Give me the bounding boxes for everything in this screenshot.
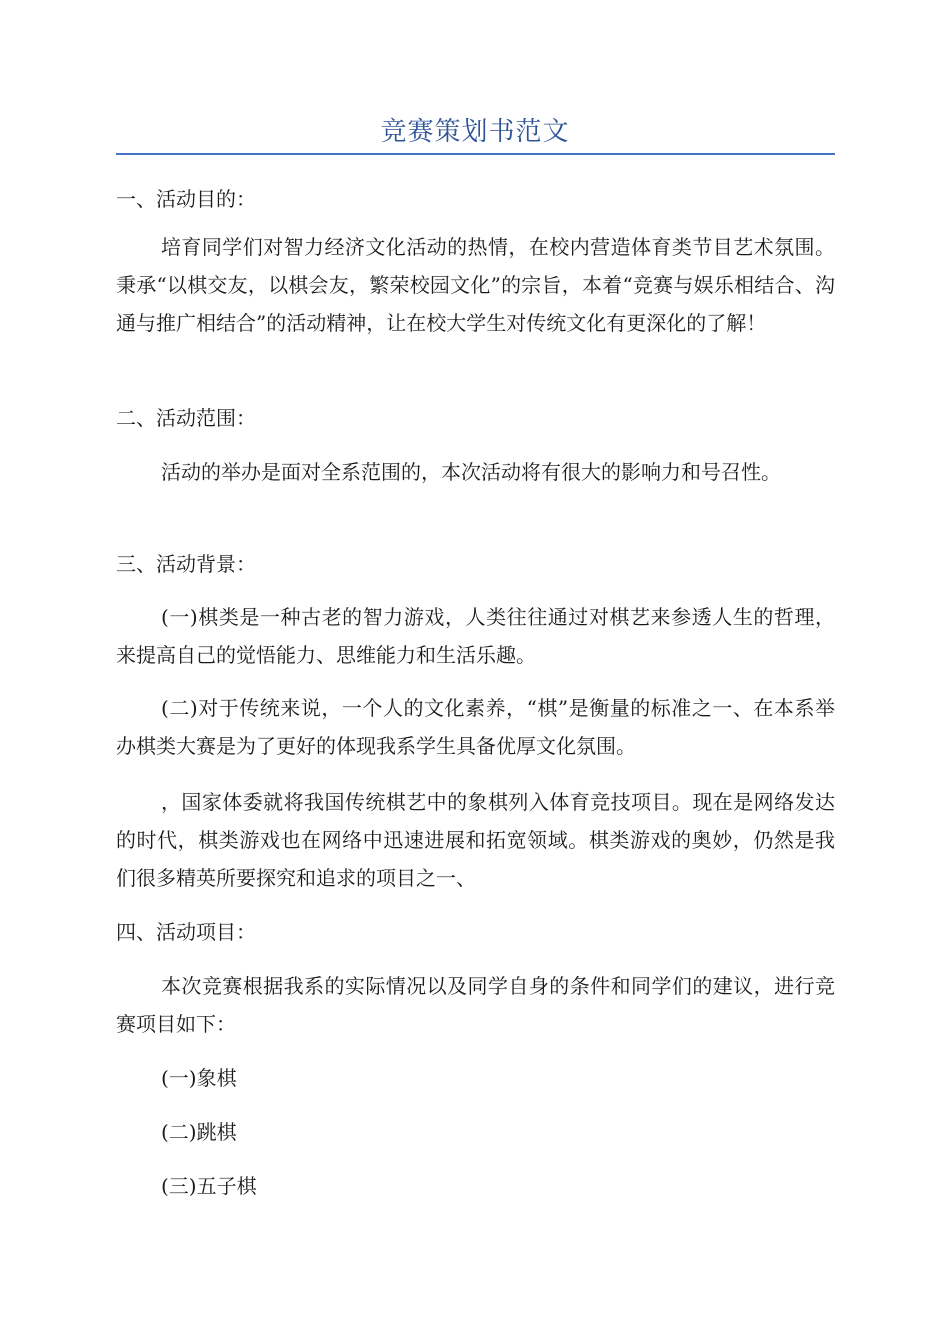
document-title: 竞赛策划书范文 (380, 117, 570, 147)
paragraph-background-2: (二)对于传统来说，一个人的文化素养，“棋”是衡量的标准之一、在本系举办棋类大赛是为了更好的体现我系学生具备优厚文化氛围。 (116, 696, 835, 758)
paragraph-background-1: (一)棋类是一种古老的智力游戏，人类往往通过对棋艺来参透人生的哲理，来提高自己的觉悟能力、思维能力和生活乐趣。 (116, 605, 835, 667)
section-heading-scope: 二、活动范围： (116, 406, 256, 430)
paragraph-scope: 活动的举办是面对全系范围的，本次活动将有很大的影响力和号召性。 (161, 460, 781, 484)
list-item-chinese-chess: (一)象棋 (161, 1066, 237, 1090)
paragraph-events: 本次竞赛根据我系的实际情况以及同学自身的条件和同学们的建议，进行竞赛项目如下： (116, 974, 835, 1036)
section-heading-purpose: 一、活动目的： (116, 187, 256, 211)
section-heading-background: 三、活动背景： (116, 552, 256, 576)
title-underline (116, 153, 835, 155)
list-item-chinese-checkers: (二)跳棋 (161, 1120, 237, 1144)
paragraph-purpose: 培育同学们对智力经济文化活动的热情，在校内营造体育类节目艺术氛围。秉承“以棋交友，以棋会友，繁荣校园文化”的宗旨，本着“竞赛与娱乐相结合、沟通与推广相结合”的活动精神，让在校大学生对传统文化有更深化的了解！ (116, 235, 835, 335)
list-item-gomoku: (三)五子棋 (161, 1174, 257, 1198)
paragraph-background-3: ，国家体委就将我国传统棋艺中的象棋列入体育竞技项目。现在是网络发达的时代，棋类游戏也在网络中迅速进展和拓宽领域。棋类游戏的奥妙，仍然是我们很多精英所要探究和追求的项目之一、 (116, 790, 835, 890)
section-heading-events: 四、活动项目： (116, 920, 256, 944)
